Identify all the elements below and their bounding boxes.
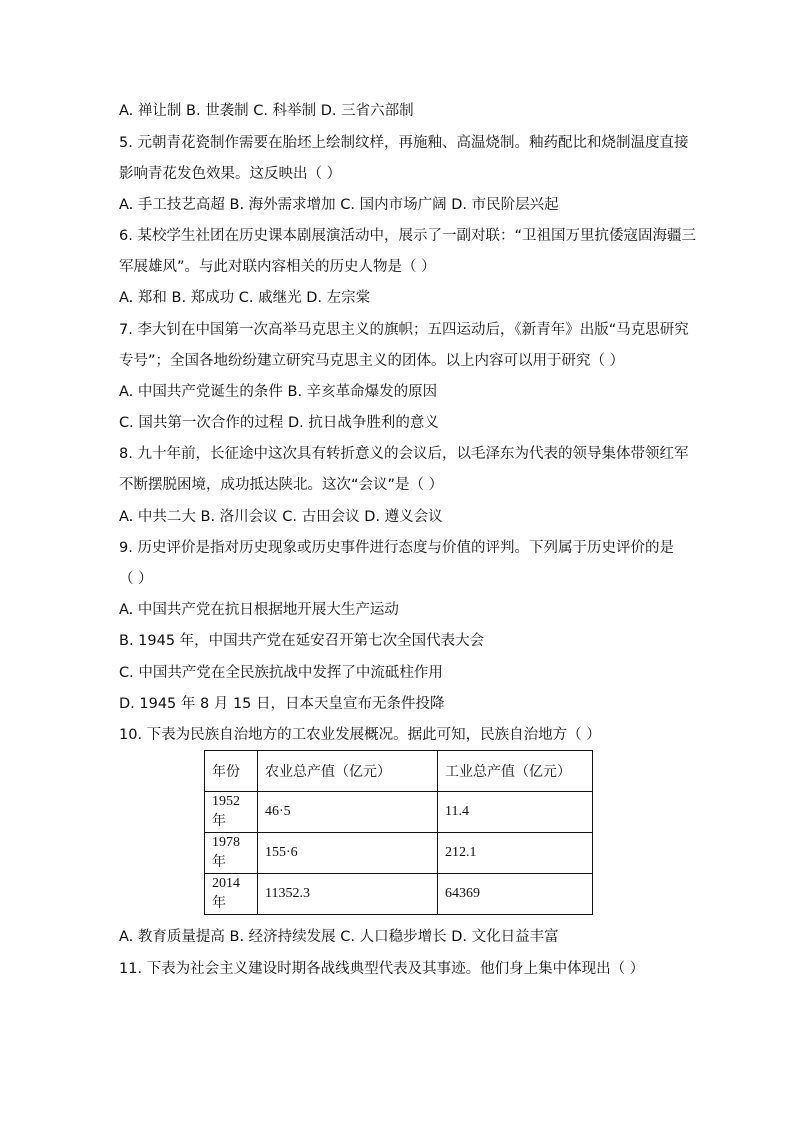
table-row (205, 792, 593, 833)
q10-data-table (204, 750, 593, 915)
q6-stem-line-2: 军展雄风”。与此对联内容相关的历史人物是（ ） (119, 259, 436, 275)
header-agricultural-output: 农业总产值（亿元） (258, 751, 438, 792)
q9-option-c: C. 中国共产党在全民族抗战中发挥了中流砥柱作用 (119, 665, 443, 681)
table-cell: 2014 年 (205, 874, 258, 915)
q6-stem-line-1: 6. 某校学生社团在历史课本剧展演活动中，展示了一副对联：“卫祖国万里抗倭寇固海疆三 (119, 228, 696, 244)
q9-option-a: A. 中国共产党在抗日根据地开展大生产运动 (119, 602, 399, 618)
q9-stem-line-2: （ ） (119, 571, 153, 587)
table-cell: 1978 年 (205, 833, 258, 874)
table-row (205, 874, 593, 915)
q6-options: A. 郑和 B. 郑成功 C. 戚继光 D. 左宗棠 (119, 290, 371, 306)
q10-options: A. 教育质量提高 B. 经济持续发展 C. 人口稳步增长 D. 文化日益丰富 (119, 929, 559, 945)
q5-stem-line-2: 影响青花发色效果。这反映出（ ） (119, 166, 342, 182)
header-industrial-output: 工业总产值（亿元） (438, 751, 593, 792)
q10-stem: 10. 下表为民族自治地方的工农业发展概况。据此可知，民族自治地方（ ） (119, 727, 601, 743)
table-cell: 64369 (438, 874, 593, 915)
header-year: 年份 (205, 751, 258, 792)
q7-options-line-2: C. 国共第一次合作的过程 D. 抗日战争胜利的意义 (119, 415, 439, 431)
q4-options: A. 禅让制 B. 世袭制 C. 科举制 D. 三省六部制 (119, 103, 414, 119)
table-cell: 46·5 (258, 792, 438, 833)
q8-stem-line-2: 不断摆脱困境，成功抵达陕北。这次“会议”是（ ） (119, 477, 444, 493)
table-cell: 1952 年 (205, 792, 258, 833)
q9-option-d: D. 1945 年 8 月 15 日，日本天皇宣布无条件投降 (119, 696, 445, 712)
q5-stem-line-1: 5. 元朝青花瓷制作需要在胎坯上绘制纹样，再施釉、高温烧制。釉药配比和烧制温度直接 (119, 135, 689, 151)
q7-stem-line-1: 7. 李大钊在中国第一次高举马克思主义的旗帜；五四运动后，《新青年》出版“马克思研究 (119, 322, 689, 338)
q5-options: A. 手工技艺高超 B. 海外需求增加 C. 国内市场广阔 D. 市民阶层兴起 (119, 197, 559, 213)
q7-stem-line-2: 专号”；全国各地纷纷建立研究马克思主义的团体。以上内容可以用于研究（ ） (119, 353, 625, 369)
q8-options: A. 中共二大 B. 洛川会议 C. 古田会议 D. 遵义会议 (119, 509, 443, 525)
table-cell: 11.4 (438, 792, 593, 833)
table-cell: 11352.3 (258, 874, 438, 915)
q11-stem: 11. 下表为社会主义建设时期各战线典型代表及其事迹。他们身上集中体现出（ ） (119, 961, 645, 977)
q7-options-line-1: A. 中国共产党诞生的条件 B. 辛亥革命爆发的原因 (119, 384, 438, 400)
table-cell: 212.1 (438, 833, 593, 874)
q8-stem-line-1: 8. 九十年前，长征途中这次具有转折意义的会议后，以毛泽东为代表的领导集体带领红军 (119, 446, 689, 462)
table-header-row (205, 751, 593, 792)
table-cell: 155·6 (258, 833, 438, 874)
q9-stem-line-1: 9. 历史评价是指对历史现象或历史事件进行态度与价值的评判。下列属于历史评价的是 (119, 540, 674, 556)
q9-option-b: B. 1945 年，中国共产党在延安召开第七次全国代表大会 (119, 633, 485, 649)
table-row (205, 833, 593, 874)
